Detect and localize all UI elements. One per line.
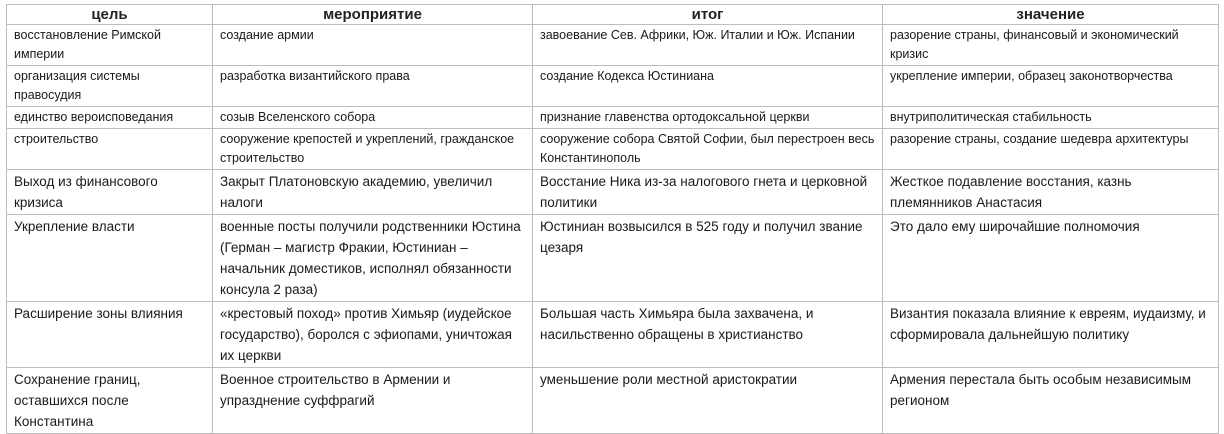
cell-significance: укрепление империи, образец законотворчества [883, 66, 1219, 107]
cell-significance: Жесткое подавление восстания, казнь племянников Анастасия [883, 170, 1219, 215]
cell-result: завоевание Сев. Африки, Юж. Италии и Юж. Испании [533, 25, 883, 66]
table-container [6, 4, 1218, 434]
cell-measure: «крестовый поход» против Химьяр (иудейское государство), боролся с эфиопами, уничтожая их церкви [213, 302, 533, 368]
cell-goal: восстановление Римской империи [7, 25, 213, 66]
cell-significance: разорение страны, создание шедевра архитектуры [883, 129, 1219, 170]
header-row [7, 5, 1219, 25]
table-row [7, 25, 1219, 66]
cell-result: уменьшение роли местной аристократии [533, 368, 883, 434]
cell-significance: внутриполитическая стабильность [883, 107, 1219, 129]
cell-measure: создание армии [213, 25, 533, 66]
cell-measure: военные посты получили родственники Юстина (Герман – магистр Фракии, Юстиниан – начальник доместиков, исполнял обязанности консула 2 раза) [213, 215, 533, 302]
cell-goal: Расширение зоны влияния [7, 302, 213, 368]
cell-significance: Это дало ему широчайшие полномочия [883, 215, 1219, 302]
cell-result: Большая часть Химьяра была захвачена, и насильственно обращены в христианство [533, 302, 883, 368]
table-row [7, 66, 1219, 107]
table-row [7, 215, 1219, 302]
header-goal: цель [7, 5, 213, 25]
table-row [7, 302, 1219, 368]
cell-significance: Византия показала влияние к евреям, иудаизму, и сформировала дальнейшую политику [883, 302, 1219, 368]
cell-measure: Военное строительство в Армении и упразднение суффрагий [213, 368, 533, 434]
header-measure: мероприятие [213, 5, 533, 25]
cell-result: Юстиниан возвысился в 525 году и получил звание цезаря [533, 215, 883, 302]
header-significance: значение [883, 5, 1219, 25]
cell-result: сооружение собора Святой Софии, был перестроен весь Константинополь [533, 129, 883, 170]
history-table [6, 4, 1219, 434]
cell-measure: Закрыт Платоновскую академию, увеличил налоги [213, 170, 533, 215]
cell-measure: сооружение крепостей и укреплений, гражданское строительство [213, 129, 533, 170]
cell-significance: Армения перестала быть особым независимым регионом [883, 368, 1219, 434]
cell-measure: созыв Вселенского собора [213, 107, 533, 129]
table-row [7, 129, 1219, 170]
cell-result: признание главенства ортодоксальной церкви [533, 107, 883, 129]
cell-significance: разорение страны, финансовый и экономический кризис [883, 25, 1219, 66]
table-row [7, 170, 1219, 215]
header-result: итог [533, 5, 883, 25]
cell-measure: разработка византийского права [213, 66, 533, 107]
cell-result: Восстание Ника из-за налогового гнета и церковной политики [533, 170, 883, 215]
table-row [7, 368, 1219, 434]
cell-result: создание Кодекса Юстиниана [533, 66, 883, 107]
table-row [7, 107, 1219, 129]
cell-goal: Укрепление власти [7, 215, 213, 302]
cell-goal: строительство [7, 129, 213, 170]
cell-goal: Выход из финансового кризиса [7, 170, 213, 215]
cell-goal: единство вероисповедания [7, 107, 213, 129]
cell-goal: организация системы правосудия [7, 66, 213, 107]
cell-goal: Сохранение границ, оставшихся после Константина [7, 368, 213, 434]
